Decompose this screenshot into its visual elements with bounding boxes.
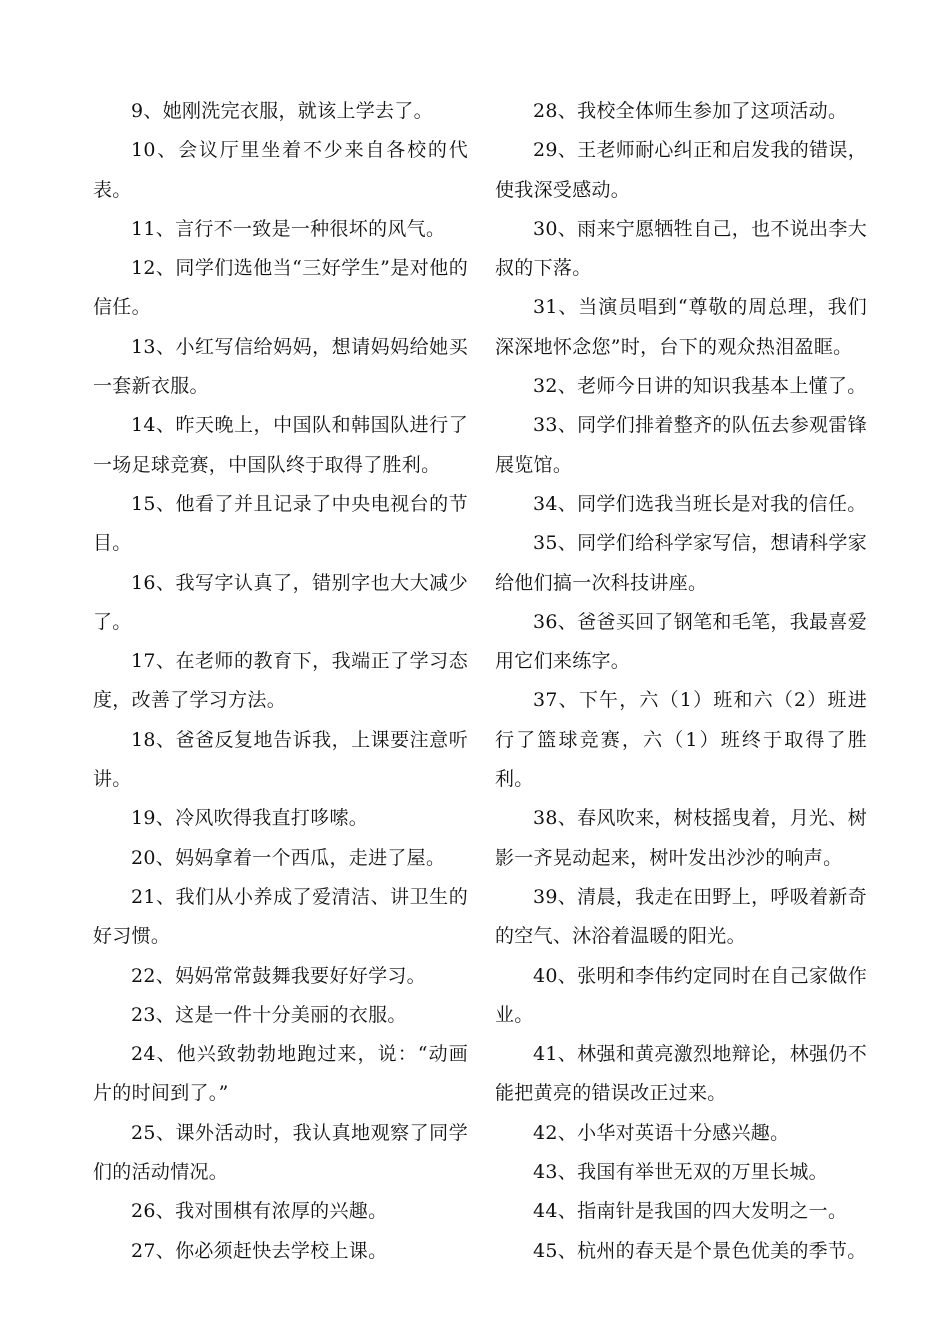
sentence-item: 28、我校全体师生参加了这项活动。	[533, 100, 848, 122]
sentence-item: 22、妈妈常常鼓舞我要好好学习。	[131, 964, 426, 987]
sentence-item: 25、课外活动时，我认真地观察了同学们的活动情况。	[93, 1121, 468, 1184]
left-column	[93, 92, 468, 1271]
sentence-item: 32、老师今日讲的知识我基本上懂了。	[533, 375, 867, 398]
sentence-item: 36、爸爸买回了钢笔和毛笔，我最喜爱用它们来练字。	[495, 610, 867, 673]
sentence-item: 12、同学们选他当“三好学生”是对他的信任。	[93, 257, 468, 319]
sentence-item: 9、她刚洗完衣服，就该上学去了。	[131, 100, 433, 122]
sentence-item: 26、我对围棋有浓厚的兴趣。	[131, 1200, 388, 1223]
sentence-item: 19、冷风吹得我直打哆嗦。	[131, 807, 369, 830]
sentence-item: 38、春风吹来，树枝摇曳着，月光、树影一齐晃动起来，树叶发出沙沙的响声。	[495, 807, 867, 869]
sentence-item: 34、同学们选我当班长是对我的信任。	[533, 492, 867, 515]
sentence-item: 18、爸爸反复地告诉我，上课要注意听讲。	[93, 728, 468, 791]
sentence-item: 13、小红写信给妈妈，想请妈妈给她买一套新衣服。	[93, 335, 468, 398]
sentence-item: 11、言行不一致是一种很坏的风气。	[131, 217, 446, 240]
sentence-item: 40、张明和李伟约定同时在自己家做作业。	[495, 964, 867, 1026]
sentence-item: 42、小华对英语十分感兴趣。	[533, 1121, 790, 1144]
sentence-item: 10、会议厅里坐着不少来自各校的代表。	[93, 139, 468, 201]
right-column	[495, 92, 867, 1271]
sentence-item: 41、林强和黄亮激烈地辩论，林强仍不能把黄亮的错误改正过来。	[495, 1043, 867, 1105]
sentence-item: 14、昨天晚上，中国队和韩国队进行了一场足球竞赛，中国队终于取得了胜利。	[93, 414, 468, 476]
sentence-item: 23、这是一件十分美丽的衣服。	[131, 1003, 407, 1026]
sentence-item: 33、同学们排着整齐的队伍去参观雷锋展览馆。	[495, 414, 867, 476]
sentence-item: 20、妈妈拿着一个西瓜，走进了屋。	[131, 846, 446, 869]
sentence-item: 24、他兴致勃勃地跑过来，说：“动画片的时间到了。”	[93, 1043, 468, 1105]
sentence-item: 37、下午，六（1）班和六（2）班进行了篮球竞赛，六（1）班终于取得了胜利。	[495, 689, 867, 791]
sentence-item: 15、他看了并且记录了中央电视台的节目。	[93, 492, 468, 555]
sentence-item: 16、我写字认真了，错别字也大大减少了。	[93, 571, 468, 633]
sentence-item: 21、我们从小养成了爱清洁、讲卫生的好习惯。	[93, 885, 468, 948]
sentence-item: 39、清晨，我走在田野上，呼吸着新奇的空气、沐浴着温暖的阳光。	[495, 885, 867, 948]
sentence-item: 17、在老师的教育下，我端正了学习态度，改善了学习方法。	[93, 650, 468, 712]
sentence-item: 30、雨来宁愿牺牲自己，也不说出李大叔的下落。	[495, 217, 867, 280]
sentence-item: 31、当演员唱到“尊敬的周总理，我们深深地怀念您”时，台下的观众热泪盈眶。	[495, 296, 867, 358]
sentence-item: 45、杭州的春天是个景色优美的季节。	[533, 1239, 867, 1262]
sentence-item: 43、我国有举世无双的万里长城。	[533, 1161, 828, 1184]
sentence-item: 35、同学们给科学家写信，想请科学家给他们搞一次科技讲座。	[495, 532, 867, 594]
sentence-item: 29、王老师耐心纠正和启发我的错误，使我深受感动。	[495, 139, 867, 201]
sentence-item: 27、你必须赶快去学校上课。	[131, 1239, 388, 1262]
sentence-item: 44、指南针是我国的四大发明之一。	[533, 1200, 848, 1223]
